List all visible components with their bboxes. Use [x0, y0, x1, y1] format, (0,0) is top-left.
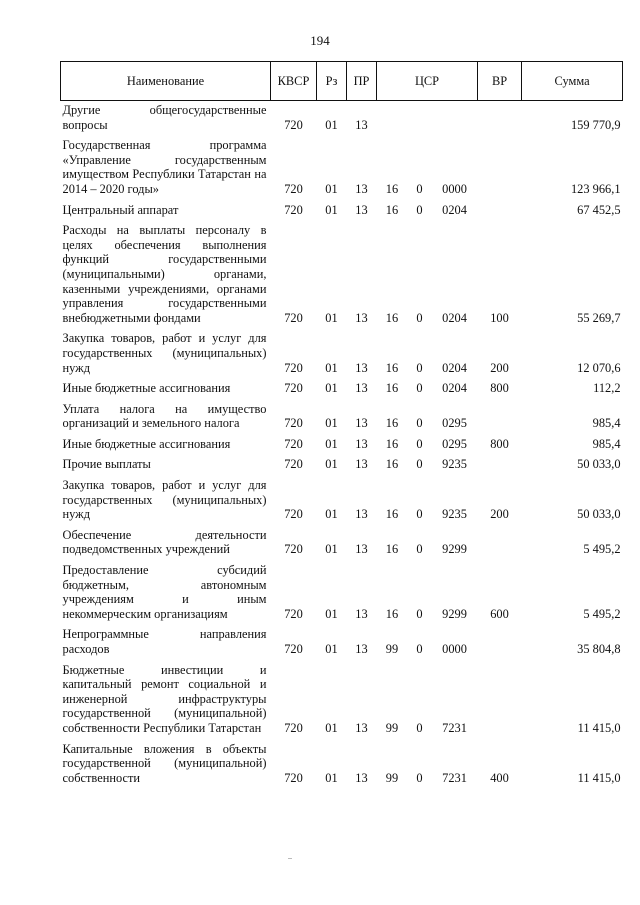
cell-csr-direction: 0204: [442, 360, 467, 375]
cell-kvsr: 720: [284, 770, 303, 785]
cell-pr: 13: [355, 606, 368, 621]
cell-kvsr: 720: [284, 181, 303, 196]
cell-csr-program: 16: [385, 416, 399, 431]
table-row: [61, 561, 623, 625]
table-row: [61, 435, 623, 456]
cell-sum: 159 770,9: [570, 117, 621, 132]
cell-rz: 01: [325, 360, 338, 375]
cell-csr-program: 99: [385, 720, 399, 735]
cell-csr-program: 16: [385, 606, 399, 621]
cell-csr-subprogram: 0: [416, 310, 423, 325]
header-vr: ВР: [478, 62, 522, 101]
table-row: [61, 625, 623, 660]
table-row: [61, 201, 623, 222]
cell-pr: 13: [355, 310, 368, 325]
header-name: Наименование: [61, 62, 271, 101]
cell-csr-direction: 9235: [442, 457, 467, 472]
cell-rz: 01: [325, 606, 338, 621]
cell-name: Непрограммные направления расходов: [62, 627, 267, 656]
cell-name: Обеспечение деятельности подведомственных учреждений: [62, 527, 267, 557]
cell-kvsr: 720: [284, 436, 303, 451]
cell-kvsr: 720: [284, 202, 303, 217]
cell-vr: 200: [490, 360, 509, 375]
budget-table: [60, 61, 623, 789]
cell-csr-subprogram: 0: [416, 436, 423, 451]
cell-rz: 01: [325, 117, 338, 132]
cell-csr-subprogram: 0: [416, 642, 423, 656]
cell-kvsr: 720: [284, 381, 303, 396]
cell-csr-program: 16: [385, 436, 399, 451]
cell-rz: 01: [325, 416, 338, 431]
cell-csr-direction: 9235: [442, 507, 467, 522]
cell-csr-direction: 9299: [442, 542, 467, 557]
cell-csr-direction: 0000: [442, 642, 467, 656]
cell-name: Капитальные вложения в объекты государственной (муниципальной) собственности: [62, 741, 267, 785]
cell-vr: 400: [490, 770, 509, 785]
cell-rz: 01: [325, 770, 338, 785]
page-mark: [288, 858, 292, 859]
cell-csr-subprogram: 0: [416, 507, 423, 522]
cell-sum: 50 033,0: [577, 457, 621, 472]
cell-csr-program: 16: [385, 202, 399, 217]
cell-kvsr: 720: [284, 457, 303, 472]
cell-vr: 100: [490, 310, 509, 325]
header-rz: Рз: [317, 62, 347, 101]
table-row: [61, 329, 623, 379]
cell-csr-subprogram: 0: [416, 381, 423, 396]
cell-csr-program: 16: [385, 542, 399, 557]
cell-csr-subprogram: 0: [416, 770, 423, 785]
cell-kvsr: 720: [284, 360, 303, 375]
table-row: [61, 476, 623, 526]
cell-rz: 01: [325, 202, 338, 217]
cell-kvsr: 720: [284, 542, 303, 557]
cell-csr-program: [377, 101, 408, 137]
cell-sum: 55 269,7: [577, 310, 621, 325]
cell-name: Предоставление субсидий бюджетным, автономным учреждениям и иным некоммерческим организациям: [62, 563, 267, 621]
cell-rz: 01: [325, 720, 338, 735]
cell-csr-subprogram: 0: [416, 416, 423, 431]
cell-csr-subprogram: 0: [416, 542, 423, 557]
table-row: [61, 526, 623, 561]
cell-pr: 13: [355, 720, 368, 735]
cell-kvsr: 720: [284, 720, 303, 735]
cell-csr-direction: 7231: [442, 770, 467, 785]
cell-csr-subprogram: 0: [416, 457, 423, 472]
table-header: [61, 62, 623, 101]
cell-rz: 01: [325, 181, 338, 196]
cell-vr: [478, 455, 522, 476]
cell-pr: 13: [355, 436, 368, 451]
cell-vr: [478, 201, 522, 222]
cell-csr-direction: 0295: [442, 436, 467, 451]
cell-kvsr: 720: [284, 416, 303, 431]
page-number: 194: [310, 33, 330, 48]
cell-pr: 13: [355, 507, 368, 522]
cell-csr-program: 16: [385, 457, 399, 472]
cell-vr: 200: [490, 507, 509, 522]
cell-kvsr: 720: [284, 310, 303, 325]
cell-csr-program: 99: [385, 770, 399, 785]
cell-pr: 13: [355, 542, 368, 557]
cell-vr: [478, 526, 522, 561]
cell-name: Расходы на выплаты персоналу в целях обеспечения выполнения функций государственными (муниципальными) органами, казенными учреждениями, органами управления государственными внебюджетными фондами: [62, 223, 267, 325]
cell-name: Центральный аппарат: [62, 202, 179, 217]
cell-sum: 112,2: [593, 381, 621, 396]
cell-kvsr: 720: [284, 117, 303, 132]
cell-sum: 35 804,8: [577, 642, 621, 656]
cell-csr-subprogram: [408, 101, 432, 137]
cell-name: Другие общегосударственные вопросы: [62, 103, 267, 132]
table-row: [61, 221, 623, 329]
cell-sum: 12 070,6: [577, 360, 621, 375]
table-row: [61, 455, 623, 476]
cell-csr-direction: 0204: [442, 310, 467, 325]
cell-pr: 13: [355, 381, 368, 396]
cell-pr: 13: [355, 181, 368, 196]
cell-sum: 67 452,5: [577, 202, 621, 217]
cell-csr-direction: 9299: [442, 606, 467, 621]
cell-sum: 11 415,0: [577, 720, 621, 735]
cell-csr-program: 16: [385, 381, 399, 396]
cell-sum: 5 495,2: [583, 606, 621, 621]
cell-rz: 01: [325, 642, 338, 656]
cell-rz: 01: [325, 457, 338, 472]
table-row: [61, 101, 623, 137]
cell-csr-program: 16: [385, 507, 399, 522]
cell-rz: 01: [325, 381, 338, 396]
cell-csr-program: 99: [385, 642, 399, 656]
header-sum: Сумма: [522, 62, 623, 101]
cell-csr-direction: [432, 101, 478, 137]
cell-kvsr: 720: [284, 606, 303, 621]
cell-kvsr: 720: [284, 642, 303, 656]
cell-name: Бюджетные инвестиции и капитальный ремонт социальной и инженерной инфраструктуры государственной (муниципальной) собственности Республики Татарстан: [62, 662, 267, 735]
cell-sum: 985,4: [592, 436, 621, 451]
cell-csr-program: 16: [385, 310, 399, 325]
cell-csr-direction: 0204: [442, 381, 467, 396]
cell-sum: 123 966,1: [570, 181, 621, 196]
cell-vr: 600: [490, 606, 509, 621]
cell-pr: 13: [355, 202, 368, 217]
table-row: [61, 400, 623, 435]
cell-csr-direction: 0204: [442, 202, 467, 217]
table-row: [61, 136, 623, 200]
cell-sum: 50 033,0: [577, 507, 621, 522]
cell-vr: [478, 136, 522, 200]
cell-csr-direction: 0295: [442, 416, 467, 431]
cell-csr-subprogram: 0: [416, 181, 423, 196]
cell-vr: [478, 661, 522, 740]
table-row: [61, 661, 623, 740]
cell-name: Иные бюджетные ассигнования: [62, 381, 231, 396]
header-kvsr: КВСР: [271, 62, 317, 101]
cell-csr-direction: 7231: [442, 720, 467, 735]
cell-vr: [478, 625, 522, 660]
cell-rz: 01: [325, 507, 338, 522]
cell-csr-subprogram: 0: [416, 720, 423, 735]
cell-pr: 13: [355, 642, 368, 656]
cell-rz: 01: [325, 436, 338, 451]
cell-name: Закупка товаров, работ и услуг для государственных (муниципальных) нужд: [62, 331, 267, 375]
cell-pr: 13: [355, 770, 368, 785]
table-body: [61, 101, 623, 790]
header-pr: ПР: [347, 62, 377, 101]
cell-kvsr: 720: [284, 507, 303, 522]
cell-sum: 985,4: [592, 416, 621, 431]
cell-vr: [478, 101, 522, 137]
cell-csr-subprogram: 0: [416, 360, 423, 375]
cell-name: Иные бюджетные ассигнования: [62, 436, 231, 451]
cell-vr: 800: [490, 381, 509, 396]
cell-csr-direction: 0000: [442, 181, 467, 196]
cell-vr: 800: [490, 436, 509, 451]
table-row: [61, 740, 623, 790]
cell-sum: 11 415,0: [577, 770, 621, 785]
cell-rz: 01: [325, 542, 338, 557]
table-row: [61, 379, 623, 400]
cell-rz: 01: [325, 310, 338, 325]
cell-pr: 13: [355, 416, 368, 431]
cell-sum: 5 495,2: [583, 542, 621, 557]
cell-csr-subprogram: 0: [416, 202, 423, 217]
cell-pr: 13: [355, 117, 368, 132]
cell-csr-program: 16: [385, 181, 399, 196]
header-csr: ЦСР: [377, 62, 478, 101]
cell-pr: 13: [355, 360, 368, 375]
cell-name: Закупка товаров, работ и услуг для государственных (муниципальных) нужд: [62, 478, 267, 522]
cell-pr: 13: [355, 457, 368, 472]
cell-csr-program: 16: [385, 360, 399, 375]
cell-name: Прочие выплаты: [62, 457, 151, 472]
cell-csr-subprogram: 0: [416, 606, 423, 621]
cell-vr: [478, 400, 522, 435]
cell-name: Уплата налога на имущество организаций и земельного налога: [62, 401, 267, 431]
cell-name: Государственная программа «Управление государственным имуществом Республики Татарстан на 2014 – 2020 годы»: [62, 138, 267, 196]
